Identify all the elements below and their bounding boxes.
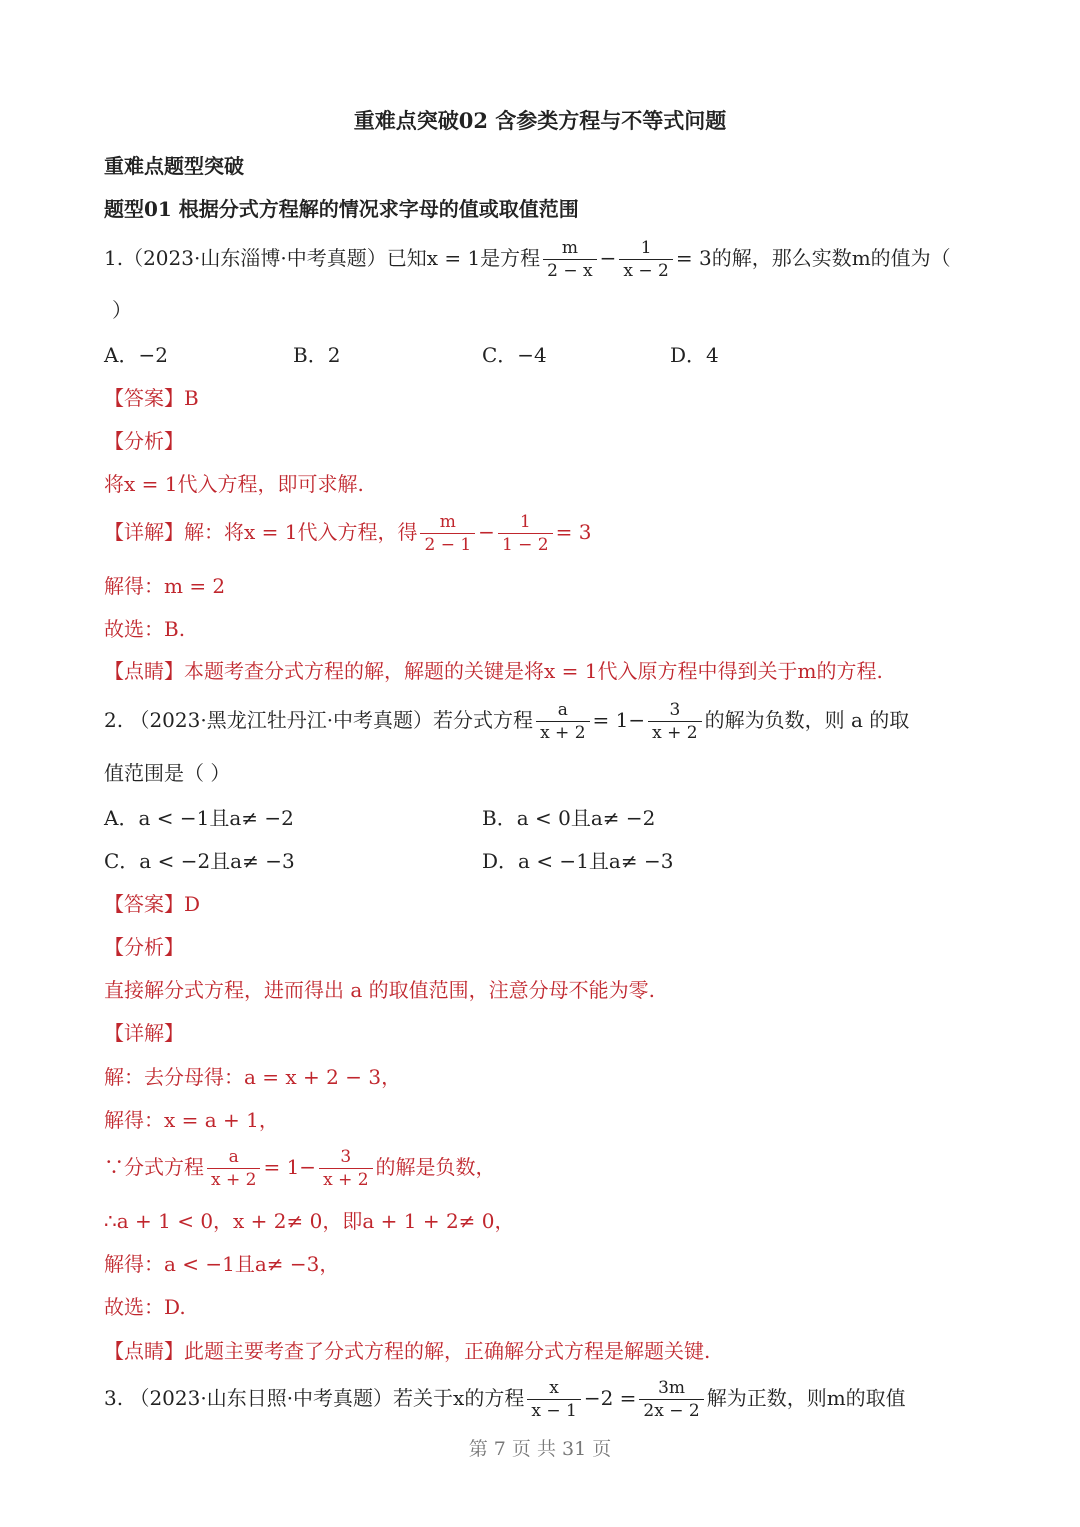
q2-options-row-2 — [104, 846, 1020, 876]
q1-analysis: 将x = 1代入方程，即可求解. — [104, 472, 364, 496]
q2-option-c: C．a < −2且a≠ −3 — [104, 849, 295, 873]
q2-options-row-1 — [104, 803, 1020, 833]
q2-analysis-label: 【分析】 — [104, 935, 184, 959]
q1-option-b: B．2 — [293, 343, 341, 367]
q2-step-2: 解得：x = a + 1， — [104, 1108, 279, 1132]
q2-stem: 2. （2023·黑龙江牡丹江·中考真题）若分式方程 $\frac{a}{x + 2}$ = 1− $\frac{3}{x + 2}$ 的解为负数，则 a 的取 — [104, 700, 910, 743]
q1-stem-continuation: ） — [112, 298, 132, 322]
q1-choose: 故选：B. — [104, 617, 186, 641]
q1-detail-text: 【详解】解：将x = 1代入方程，得 — [104, 520, 418, 544]
q1-comment: 【点睛】本题考查分式方程的解，解题的关键是将x = 1代入原方程中得到关于m的方程. — [104, 659, 883, 683]
q2-option-b: B．a < 0且a≠ −2 — [482, 806, 656, 830]
q2-step-1: 解：去分母得：a = x + 2 − 3， — [104, 1065, 402, 1089]
q3-stem: 3. （2023·山东日照·中考真题）若关于x的方程 $\frac{x}{x - 1}$ −2 = $\frac{3m}{2x - 2}$ 解为正数，则m的取值 — [104, 1378, 906, 1421]
q2-stem-continuation: 值范围是（ ） — [104, 761, 231, 785]
q2-answer: 【答案】D — [104, 892, 201, 916]
q1-fraction-1: $\frac{m}{2 - x}$ — [543, 237, 596, 282]
q1-analysis-label: 【分析】 — [104, 429, 184, 453]
q2-step3-fraction-2: $\frac{3}{x + 2}$ — [319, 1146, 372, 1191]
q3-stem-tail: 解为正数，则m的取值 — [706, 1386, 906, 1410]
q1-stem-tail: = 3的解，那么实数m的值为（ — [675, 246, 951, 270]
q1-detail: 【详解】解：将x = 1代入方程，得 $\frac{m}{2 - 1}$ − $\frac{1}{1 - 2}$ = 3 — [104, 512, 592, 555]
q3-fraction-1: $\frac{x}{x - 1}$ — [527, 1377, 580, 1422]
q2-stem-text: 2. （2023·黑龙江牡丹江·中考真题）若分式方程 — [104, 708, 534, 732]
q1-detail-fraction-1: $\frac{m}{2 - 1}$ — [420, 511, 475, 556]
q1-detail-fraction-2: $\frac{1}{1 - 2}$ — [498, 511, 553, 556]
q2-option-d: D．a < −1且a≠ −3 — [482, 849, 674, 873]
q2-analysis: 直接解分式方程，进而得出 a 的取值范围，注意分母不能为零. — [104, 978, 655, 1002]
q2-option-a: A．a < −1且a≠ −2 — [104, 806, 294, 830]
q1-option-d: D．4 — [670, 343, 719, 367]
q2-fraction-1: $\frac{a}{x + 2}$ — [536, 699, 589, 744]
q2-step-3: ∵分式方程 $\frac{a}{x + 2}$ = 1− $\frac{3}{x + 2}$ 的解是负数， — [104, 1147, 496, 1190]
document-title: 重难点突破02 含参类方程与不等式问题 — [353, 108, 727, 133]
q1-stem: 1.（2023·山东淄博·中考真题）已知x = 1是方程 $\frac{m}{2 - x}$ − $\frac{1}{x - 2}$ = 3的解，那么实数m的值为（ — [104, 238, 951, 281]
q1-option-c: C．−4 — [482, 343, 547, 367]
q1-option-a: A．−2 — [104, 343, 168, 367]
question-type-heading: 题型01 根据分式方程解的情况求字母的值或取值范围 — [104, 197, 579, 221]
q1-answer: 【答案】B — [104, 386, 199, 410]
q2-step3-fraction-1: $\frac{a}{x + 2}$ — [207, 1146, 260, 1191]
q2-step-5: 解得：a < −1且a≠ −3， — [104, 1252, 340, 1276]
q2-step-4: ∴a + 1 < 0，x + 2≠ 0，即a + 1 + 2≠ 0， — [104, 1209, 515, 1233]
q1-fraction-2: $\frac{1}{x - 2}$ — [619, 237, 672, 282]
q2-fraction-2: $\frac{3}{x + 2}$ — [648, 699, 701, 744]
q1-stem-text: 1.（2023·山东淄博·中考真题）已知x = 1是方程 — [104, 246, 541, 270]
q1-solve: 解得：m = 2 — [104, 574, 226, 598]
section-heading: 重难点题型突破 — [104, 154, 244, 178]
q1-options — [104, 340, 1020, 370]
q2-choose: 故选：D. — [104, 1295, 186, 1319]
page-footer: 第 7 页 共 31 页 — [468, 1438, 612, 1460]
q3-stem-text: 3. （2023·山东日照·中考真题）若关于x的方程 — [104, 1386, 525, 1410]
q2-stem-tail: 的解为负数，则 a 的取 — [704, 708, 910, 732]
q2-detail-label: 【详解】 — [104, 1021, 184, 1045]
q2-comment: 【点睛】此题主要考查了分式方程的解，正确解分式方程是解题关键. — [104, 1339, 711, 1363]
q3-fraction-2: $\frac{3m}{2x - 2}$ — [639, 1377, 703, 1422]
